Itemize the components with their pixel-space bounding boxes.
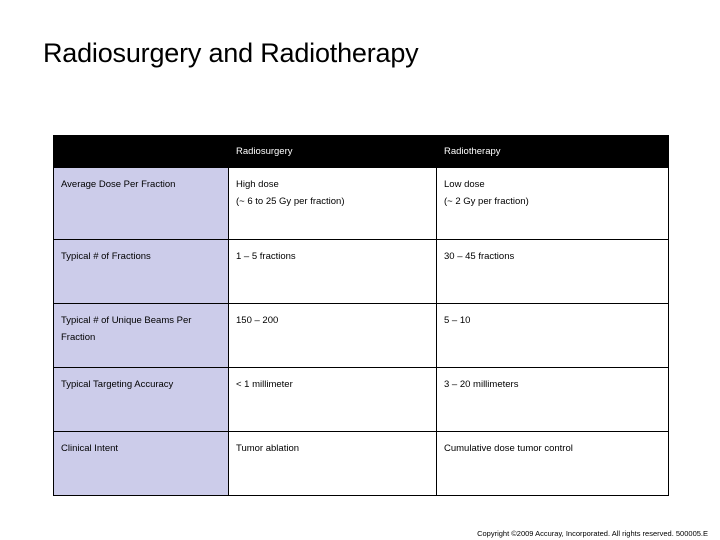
- slide-title: Radiosurgery and Radiotherapy: [43, 38, 419, 68]
- radiotherapy-cell: [437, 168, 669, 240]
- radiosurgery-cell: [229, 432, 437, 496]
- cell-line: (~ 2 Gy per fraction): [444, 196, 529, 207]
- radiosurgery-cell: [229, 168, 437, 240]
- header-radiosurgery: Radiosurgery: [229, 136, 437, 168]
- cell-line: 1 – 5 fractions: [236, 251, 296, 262]
- table-row: [54, 304, 669, 368]
- header-radiotherapy: Radiotherapy: [437, 136, 669, 168]
- row-label: Average Dose Per Fraction: [54, 168, 229, 240]
- cell-line: 30 – 45 fractions: [444, 251, 515, 262]
- header-blank-cell: [54, 136, 229, 168]
- cell-line: High dose: [236, 179, 279, 190]
- cell-line: 150 – 200: [236, 315, 279, 326]
- cell-line: Cumulative dose tumor control: [444, 443, 573, 454]
- cell-line: 3 – 20 millimeters: [444, 379, 519, 390]
- cell-line: (~ 6 to 25 Gy per fraction): [236, 196, 345, 207]
- table-row: [54, 432, 669, 496]
- comparison-table: [53, 135, 669, 496]
- table-row: [54, 368, 669, 432]
- table-row: [54, 168, 669, 240]
- cell-line: Tumor ablation: [236, 443, 300, 454]
- radiotherapy-cell: [437, 240, 669, 304]
- cell-line: Low dose: [444, 179, 485, 190]
- copyright-notice: Copyright ©2009 Accuray, Incorporated. All rights reserved. 500005.E: [477, 529, 708, 538]
- cell-line: < 1 millimeter: [236, 379, 293, 390]
- cell-line: 5 – 10: [444, 315, 471, 326]
- radiotherapy-cell: [437, 304, 669, 368]
- row-label: Typical # of Fractions: [54, 240, 229, 304]
- table-header-row: [54, 136, 669, 168]
- radiotherapy-cell: [437, 368, 669, 432]
- radiosurgery-cell: [229, 368, 437, 432]
- radiotherapy-cell: [437, 432, 669, 496]
- table-row: [54, 240, 669, 304]
- radiosurgery-cell: [229, 304, 437, 368]
- radiosurgery-cell: [229, 240, 437, 304]
- row-label: Clinical Intent: [54, 432, 229, 496]
- row-label: Typical # of Unique Beams Per Fraction: [54, 304, 229, 368]
- row-label: Typical Targeting Accuracy: [54, 368, 229, 432]
